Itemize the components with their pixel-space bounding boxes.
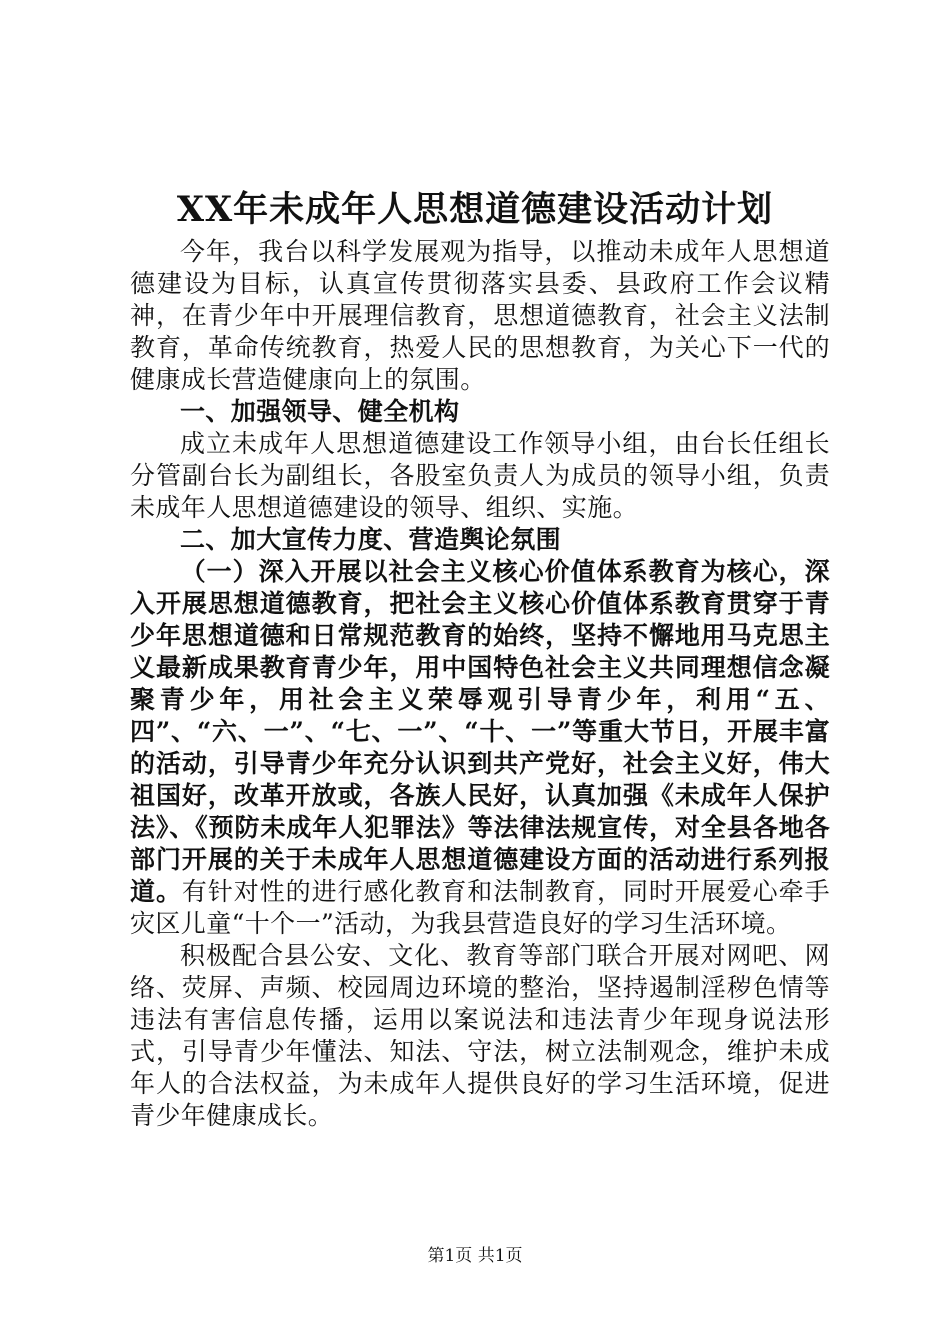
intro-paragraph: 今年，我台以科学发展观为指导，以推动未成年人思想道德建设为目标，认真宣传贯彻落实县委、县政府工作会议精神，在青少年中开展理信教育，思想道德教育，社会主义法制教育，革命传统教育，热爱人民的思想教育，为关心下一代的健康成长营造健康向上的氛围。 xyxy=(130,237,830,394)
section-1-paragraph: 成立未成年人思想道德建设工作领导小组，由台长任组长分管副台长为副组长，各股室负责人为成员的领导小组，负责未成年人思想道德建设的领导、组织、实施。 xyxy=(130,429,830,522)
section-2-item-1-bold-text: （一）深入开展以社会主义核心价值体系教育为核心，深入开展思想道德教育，把社会主义核心价值体系教育贯穿于青少年思想道德和日常规范教育的始终，坚持不懈地用马克思主义最新成果教育青少年，用中国特色社会主义共同理想信念凝聚青少年，用社会主义荣辱观引导青少年，利用“五、四”、“六、一”、“七、一”、“十、一”等重大节日，开展丰富的活动，引导青少年充分认识到共产党好，社会主义好，伟大祖国好，改革开放或，各族人民好，认真加强《未成年人保护法》、《预防未成年人犯罪法》等法律法规宣传，对全县各地各部门开展的关于未成年人思想道德建设方面的活动进行系列报道。 xyxy=(130,557,830,906)
section-2-paragraph-2: 积极配合县公安、文化、教育等部门联合开展对网吧、网络、荧屏、声频、校园周边环境的整治，坚持遏制淫秽色情等违法有害信息传播，运用以案说法和违法青少年现身说法形式，引导青少年懂法、知法、守法，树立法制观念，维护未成年人的合法权益，为未成年人提供良好的学习生活环境，促进青少年健康成长。 xyxy=(130,941,830,1130)
page-footer: 第1页 共1页 xyxy=(427,1246,523,1266)
section-heading-2: 二、加大宣传力度、营造舆论氛围 xyxy=(180,525,562,554)
section-2-item-1-continuation: 有针对性的进行感化教育和法制教育，同时开展爱心牵手灾区儿童“十个一”活动，为我县营造良好的学习生活环境。 xyxy=(130,877,830,938)
document-body xyxy=(130,236,830,1132)
section-heading-1: 一、加强领导、健全机构 xyxy=(180,397,460,426)
document-title: XX年未成年人思想道德建设活动计划 xyxy=(176,189,774,230)
section-2-item-1-paragraph xyxy=(130,557,830,906)
